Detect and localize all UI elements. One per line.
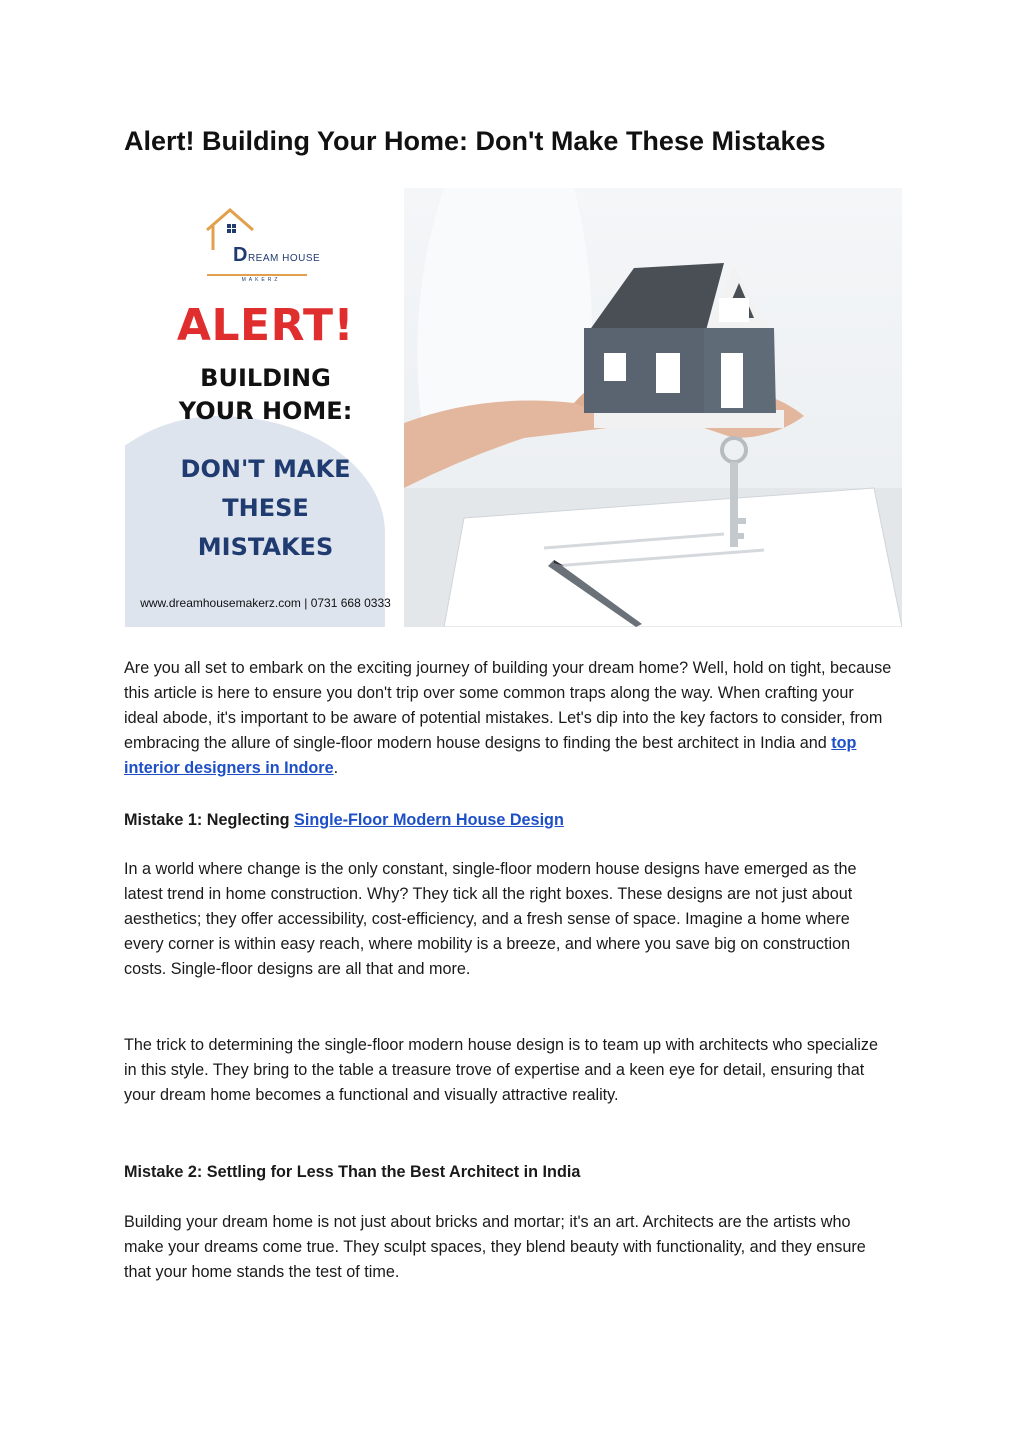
banner-warning [125,450,406,567]
logo-wordmark [233,244,320,267]
banner-line-3: DON'T MAKE [180,455,351,483]
logo-initial: D [233,244,248,266]
logo-divider [207,274,307,276]
intro-text: Are you all set to embark on the exciting journey of building your dream home? Well, hold on tight, because this article is here to ensure you don't trip over some common traps along the way. When crafting your ideal abode, it's important to be aware of potential mistakes. Let's dip into the key factors to consider, from embracing the allure of single-floor modern house designs to finding the best architect in India and [124,659,892,752]
brand-logo [199,206,321,283]
page-title: Alert! Building Your Home: Don't Make These Mistakes [124,126,826,156]
article-banner-image [125,188,902,627]
banner-line-5: MISTAKES [197,533,334,561]
intro-text-end: . [333,759,339,777]
intro-paragraph [124,656,892,781]
mistake-1-heading [124,808,892,833]
mistake-1-paragraph-2: The trick to determining the single-floor modern house design is to team up with architects who specialize in this style. They bring to the table a treasure trove of expertise and a keen eye for detail, ensuring that your dream home becomes a functional and visually attractive reality. [124,1036,878,1104]
banner-contact-line: www.dreamhousemakerz.com | 0731 668 0333 [140,596,391,610]
banner-alert-heading: ALERT! [176,300,355,351]
hands-holding-house-illustration [404,188,902,627]
interior-designers-link[interactable]: top interior designers in Indore [124,734,857,777]
banner-photo [404,188,902,627]
single-floor-design-link[interactable]: Single-Floor Modern House Design [294,811,564,829]
banner-subtitle [125,362,406,428]
mistake-1-heading-text: Mistake 1: Neglecting [124,811,295,829]
mistake-1-paragraph-1: In a world where change is the only constant, single-floor modern house designs have emerged as the latest trend in home construction. Why? They tick all the right boxes. These designs are not just about aesthetics; they offer accessibility, cost-efficiency, and a fresh sense of space. Imagine a home where every corner is within easy reach, where mobility is a breeze, and where you save big on construction costs. Single-floor designs are all that and more. [124,860,857,978]
mistake-2-heading: Mistake 2: Settling for Less Than the Best Architect in India [124,1163,581,1181]
banner-left-panel [125,188,406,627]
banner-line-1: BUILDING [200,364,331,392]
banner-line-4: THESE [222,494,309,522]
banner-line-2: YOUR HOME: [178,397,353,425]
logo-word-rest: REAM HOUSE [247,253,321,264]
logo-subword: MAKERZ [241,277,281,283]
mistake-2-paragraph-1: Building your dream home is not just about bricks and mortar; it's an art. Architects are the artists who make your dreams come true. They sculpt spaces, they blend beauty with functionality, and they ensure that your home stands the test of time. [124,1213,866,1281]
